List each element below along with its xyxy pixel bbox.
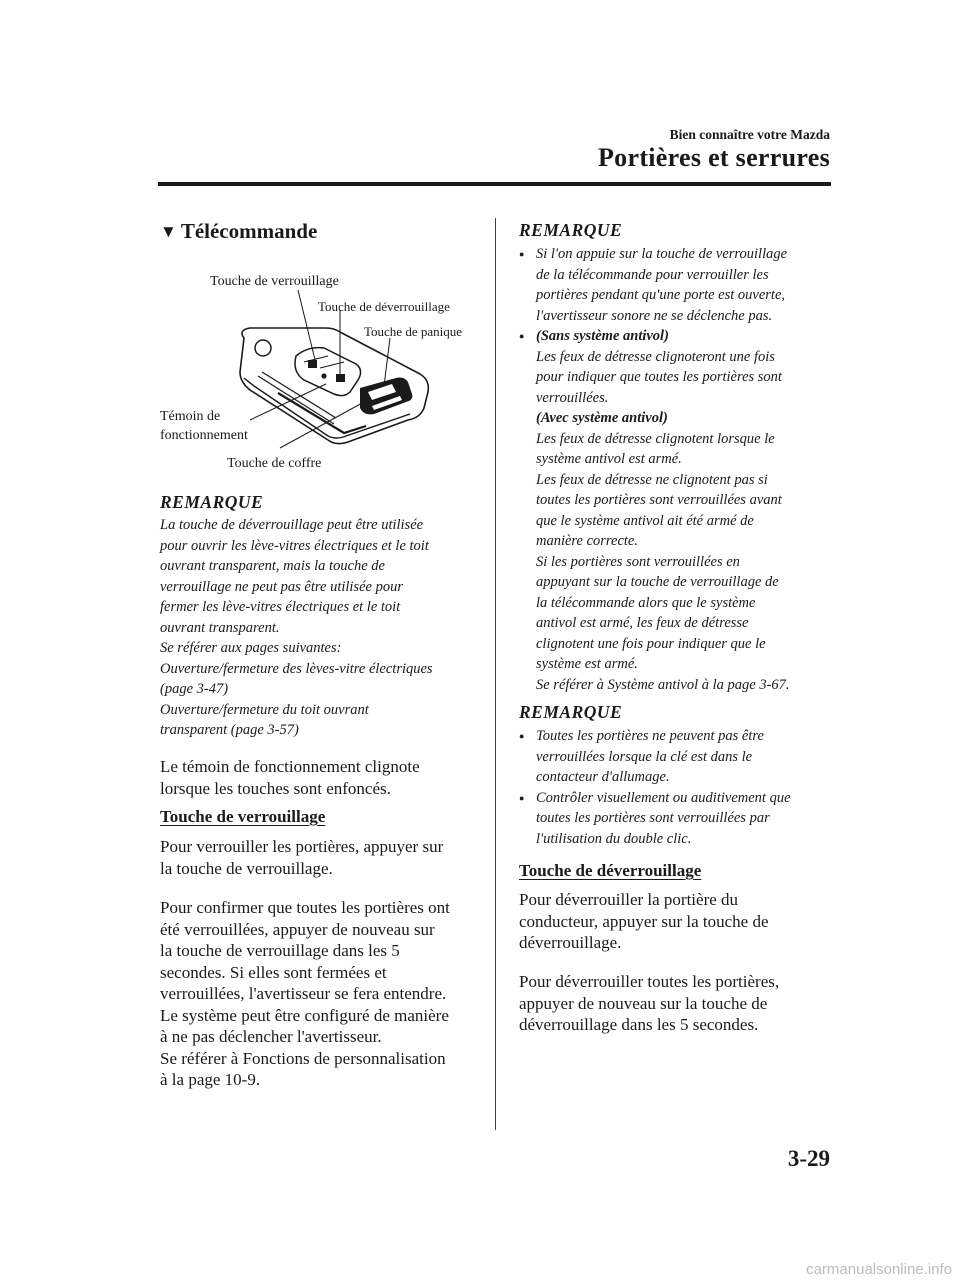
remark-line: que le système antivol ait été armé de (536, 512, 754, 529)
remark-line: fermer les lève-vitres électriques et le toit (160, 599, 401, 615)
remark-line: système antivol est armé. (536, 451, 682, 467)
paragraph-indicator (160, 756, 480, 799)
text-line: secondes. Si elles sont fermées et (160, 962, 387, 982)
key-fob-figure (158, 268, 488, 478)
section-subtitle: Bien connaître votre Mazda (669, 127, 830, 142)
label-trunk-button: Touche de coffre (227, 456, 322, 471)
remark-line: (page 3-47) (160, 681, 229, 697)
remark-line: Les feux de détresse ne clignotent pas si (536, 471, 768, 488)
remark-line: Si les portières sont verrouillées en (536, 553, 740, 570)
remark-line: Ouverture/fermeture des lèves-vitre électriques (160, 660, 433, 677)
text-line: déverrouillage. (519, 933, 622, 952)
column-divider (495, 218, 496, 1130)
text-line: la touche de verrouillage dans les 5 (160, 941, 400, 960)
remark-list (519, 244, 834, 695)
subsection-title (160, 219, 317, 244)
unlock-button-heading: Touche de déverrouillage (519, 861, 702, 880)
text-line: Pour déverrouiller la portière du (519, 890, 739, 909)
paragraph-unlock-all (519, 971, 834, 1036)
remark-1 (160, 492, 480, 741)
remark-line: ● Contrôler visuellement ou auditivement que (536, 789, 791, 806)
text-line: Se référer à Fonctions de personnalisation (160, 1048, 446, 1068)
remark-line: Se référer aux pages suivantes: (160, 640, 342, 656)
text-line: déverrouillage dans les 5 secondes. (519, 1015, 759, 1034)
text-line: Pour confirmer que toutes les portières ont (160, 898, 450, 917)
remark-line: l'avertisseur sonore ne se déclenche pas. (536, 307, 773, 324)
remark-line: verrouillées lorsque la clé est dans le (536, 748, 753, 765)
remark-line: portières pendant qu'une porte est ouverte, (536, 287, 786, 303)
remark-line: verrouillage ne peut pas être utilisée pour (160, 578, 403, 595)
text-line: Pour déverrouiller toutes les portières, (519, 972, 780, 991)
remark-line: transparent (page 3-57) (160, 722, 299, 738)
remark-line: appuyant sur la touche de verrouillage de (536, 574, 779, 590)
remark-line: Se référer à Système antivol à la page 3-67. (536, 676, 790, 693)
remark-line: ● Si l'on appuie sur la touche de verrouillage (536, 246, 788, 262)
page-number: 3-29 (787, 1146, 830, 1171)
watermark: carmanualsonline.info (806, 1261, 952, 1278)
remark-line: de la télécommande pour verrouiller les (536, 266, 769, 283)
remark-line: antivol est armé, les feux de détresse (536, 615, 749, 631)
remark-line: pour indiquer que toutes les portières sont (536, 369, 782, 385)
paragraph-lock (160, 836, 480, 879)
remark-line: toutes les portières sont verrouillées par (536, 810, 770, 826)
paragraph-lock-confirm (160, 897, 480, 1091)
text-line: à la page 10-9. (160, 1070, 261, 1089)
header-rule (158, 182, 831, 186)
list-item (519, 788, 834, 850)
label-panic-button: Touche de panique (364, 324, 462, 339)
remark-line: clignotent une fois pour indiquer que le (536, 635, 766, 652)
remark-line: ouvrant transparent, mais la touche de (160, 558, 385, 574)
remark-line: la télécommande alors que le système (536, 594, 756, 611)
text-line: à ne pas déclencher l'avertisseur. (160, 1027, 382, 1046)
text-line: Pour verrouiller les portières, appuyer sur (160, 837, 444, 856)
text-line: la touche de verrouillage. (160, 858, 333, 878)
remark-title: REMARQUE (519, 702, 623, 722)
remark-body (160, 515, 480, 741)
lock-button-heading: Touche de verrouillage (160, 807, 326, 826)
remark-line: manière correcte. (536, 533, 638, 549)
remark-3 (519, 702, 834, 849)
remark-line: Les feux de détresse clignoteront une fois (536, 348, 775, 365)
list-item (519, 244, 834, 326)
remark-line: La touche de déverrouillage peut être utilisée (160, 517, 424, 533)
remark-subtitle: (Avec système antivol) (536, 410, 668, 426)
remark-2 (519, 220, 834, 695)
triangle-down-icon: ▼ (160, 222, 177, 241)
remark-line: ouvrant transparent. (160, 619, 280, 636)
paragraph-unlock (519, 889, 834, 954)
text-line: conducteur, appuyer sur la touche de (519, 911, 769, 931)
remark-title: REMARQUE (160, 492, 264, 512)
subsection-title-text: Télécommande (180, 219, 318, 243)
remark-line: système est armé. (536, 656, 638, 672)
list-item (519, 726, 834, 788)
text-line: Le témoin de fonctionnement clignote (160, 757, 420, 776)
text-line: appuyer de nouveau sur la touche de (519, 993, 768, 1013)
text-line: lorsque les touches sont enfoncés. (160, 778, 391, 798)
label-indicator-line1: Témoin de (160, 409, 221, 424)
label-unlock-button: Touche de déverrouillage (318, 299, 450, 314)
label-indicator-line2: fonctionnement (160, 428, 248, 443)
key-fob-illustration (240, 328, 428, 444)
label-lock-button: Touche de verrouillage (210, 274, 339, 289)
remark-line: pour ouvrir les lève-vitres électriques et le toit (160, 537, 429, 554)
section-title: Portières et serrures (598, 143, 830, 172)
remark-line: toutes les portières sont verrouillées avant (536, 492, 782, 508)
remark-title: REMARQUE (519, 220, 623, 240)
text-line: été verrouillées, appuyer de nouveau sur (160, 919, 435, 939)
remark-line: contacteur d'allumage. (536, 769, 670, 785)
remark-line: l'utilisation du double clic. (536, 830, 692, 847)
remark-line: Les feux de détresse clignotent lorsque le (536, 430, 775, 447)
remark-subtitle: ● (Sans système antivol) (536, 328, 669, 344)
remark-line: Ouverture/fermeture du toit ouvrant (160, 701, 369, 718)
text-line: verrouillées, l'avertisseur se fera entendre. (160, 984, 447, 1003)
text-line: Le système peut être configuré de manière (160, 1005, 449, 1025)
remark-list (519, 726, 834, 849)
remark-line: ● Toutes les portières ne peuvent pas être (536, 728, 764, 744)
remark-line: verrouillées. (536, 389, 609, 406)
list-item (519, 326, 834, 695)
